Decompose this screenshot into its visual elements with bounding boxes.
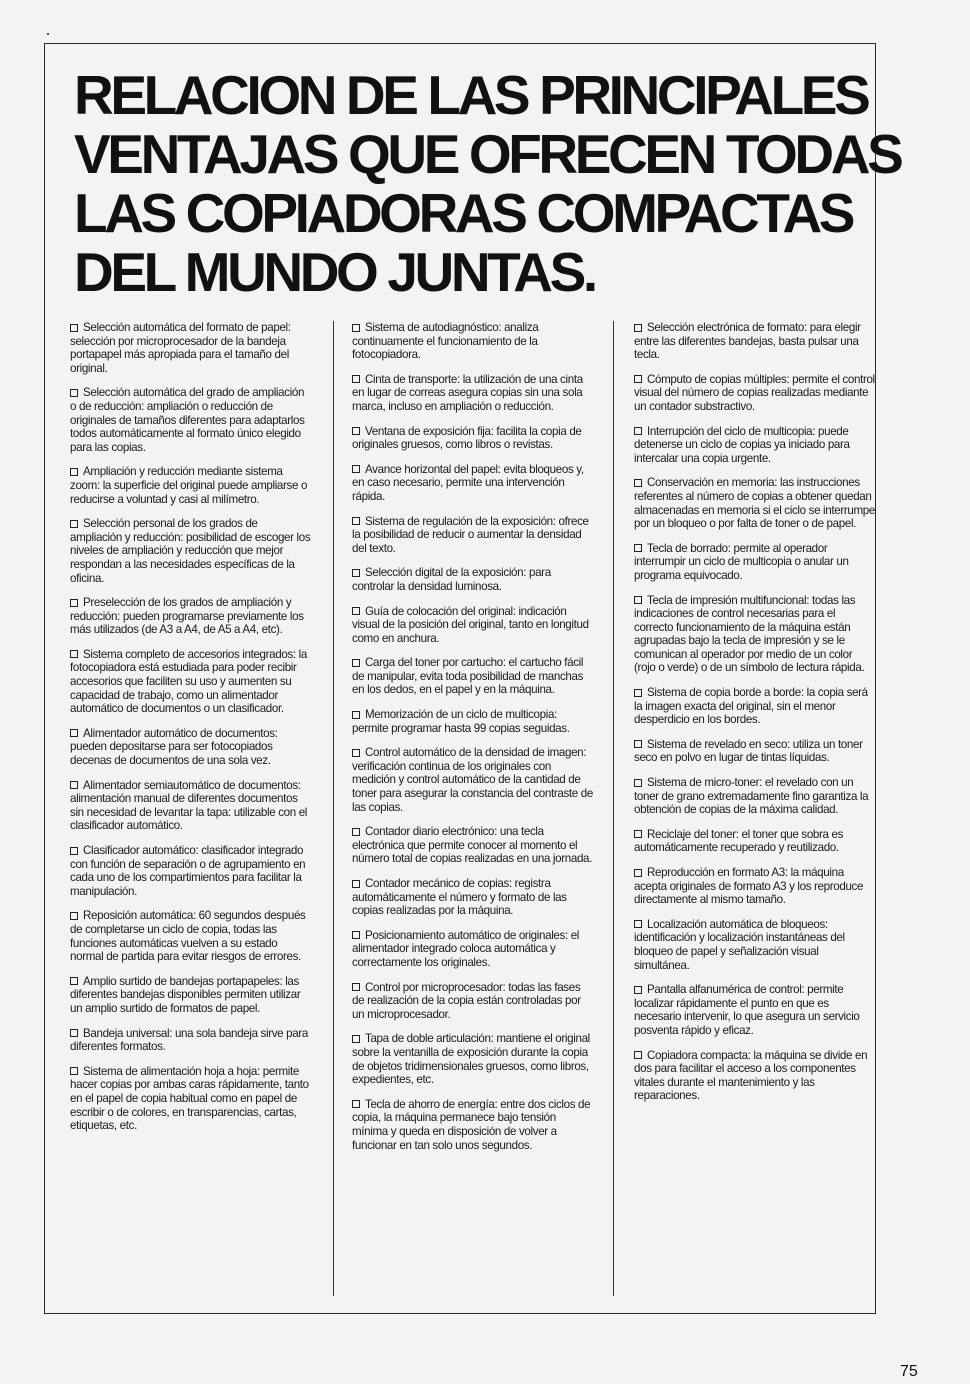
checkbox-square-icon	[70, 847, 78, 855]
scan-speck	[47, 33, 49, 35]
column-3	[634, 321, 876, 1114]
headline-line: DEL MUNDO JUNTAS.	[74, 241, 595, 303]
checkbox-square-icon	[352, 1100, 360, 1108]
feature-text: Reciclaje del toner: el toner que sobra es automáticamente recuperado y reutilizado.	[634, 827, 844, 855]
feature-text: Alimentador semiautomático de documentos: alimentación manual de diferentes documentos sin necesidad de levantar la tapa: utilizable con el clasificador automático.	[70, 778, 308, 833]
feature-item	[352, 566, 594, 593]
feature-text: Control automático de la densidad de imagen: verificación continua de los originales con medición y control automático de la cantidad de toner para asegurar la constancia del contraste de las copias.	[352, 746, 593, 814]
headline-line: VENTAJAS QUE OFRECEN TODAS	[74, 123, 901, 185]
feature-item	[352, 515, 594, 556]
checkbox-square-icon	[70, 1029, 78, 1037]
feature-item	[634, 542, 876, 583]
checkbox-square-icon	[634, 986, 642, 994]
feature-item	[352, 746, 594, 814]
checkbox-square-icon	[352, 828, 360, 836]
headline-line: RELACION DE LAS PRINCIPALES	[74, 64, 868, 126]
feature-item	[634, 425, 876, 466]
feature-text: Ampliación y reducción mediante sistema zoom: la superficie del original puede ampliarse o reducirse a voluntad y casi al milímetro.	[70, 465, 308, 506]
checkbox-square-icon	[352, 607, 360, 615]
checkbox-square-icon	[634, 779, 642, 787]
feature-item	[70, 844, 312, 898]
feature-text: Posicionamiento automático de originales: el alimentador integrado coloca automática y correctamente los originales.	[352, 928, 580, 969]
checkbox-square-icon	[70, 389, 78, 397]
checkbox-square-icon	[634, 1051, 642, 1059]
feature-item	[634, 594, 876, 676]
feature-text: Selección digital de la exposición: para controlar la densidad luminosa.	[352, 566, 551, 593]
checkbox-square-icon	[352, 983, 360, 991]
feature-item	[352, 1032, 594, 1086]
feature-item	[352, 708, 594, 735]
checkbox-square-icon	[352, 711, 360, 719]
feature-item	[634, 983, 876, 1037]
feature-item	[634, 1049, 876, 1103]
checkbox-square-icon	[70, 1067, 78, 1075]
feature-item	[352, 656, 594, 697]
feature-item	[70, 975, 312, 1016]
checkbox-square-icon	[352, 427, 360, 435]
checkbox-square-icon	[352, 569, 360, 577]
feature-text: Cómputo de copias múltiples: permite el control visual del número de copias realizadas mediante un contador substractivo.	[634, 372, 875, 413]
checkbox-square-icon	[352, 375, 360, 383]
feature-text: Sistema de revelado en seco: utiliza un toner seco en polvo en lugar de tintas líquidas.	[634, 737, 863, 765]
checkbox-square-icon	[352, 465, 360, 473]
feature-text: Tecla de borrado: permite al operador interrumpir un ciclo de multicopia o anular un programa equivocado.	[634, 541, 849, 582]
feature-item	[70, 465, 312, 506]
feature-text: Sistema de copia borde a borde: la copia será la imagen exacta del original, sin el menor desperdicio en los bordes.	[634, 686, 868, 727]
feature-item	[634, 686, 876, 727]
feature-item	[634, 828, 876, 855]
checkbox-square-icon	[634, 324, 642, 332]
feature-item	[634, 476, 876, 530]
feature-text: Sistema completo de accesorios integrados: la fotocopiadora está estudiada para poder recibir accesorios que faciliten su uso y aumenten su capacidad de trabajo, como un alimentador automático de documentos o un clasificador.	[70, 647, 307, 716]
checkbox-square-icon	[70, 729, 78, 737]
feature-item	[352, 373, 594, 414]
feature-text: Bandeja universal: una sola bandeja sirve para diferentes formatos.	[70, 1026, 308, 1054]
feature-text: Memorización de un ciclo de multicopia: permite programar hasta 99 copias seguidas.	[352, 708, 570, 735]
page-number: 75	[900, 1363, 918, 1380]
checkbox-square-icon	[634, 920, 642, 928]
checkbox-square-icon	[634, 427, 642, 435]
feature-item	[70, 321, 312, 375]
feature-text: Pantalla alfanumérica de control: permite localizar rápidamente el punto en que es necesario intervenir, lo que asegura un servicio posventa rápido y eficaz.	[634, 983, 860, 1037]
feature-item	[352, 877, 594, 918]
feature-item	[352, 981, 594, 1022]
checkbox-square-icon	[70, 324, 78, 332]
headline	[74, 64, 901, 303]
column-divider	[333, 321, 334, 1296]
checkbox-square-icon	[352, 880, 360, 888]
feature-text: Cinta de transporte: la utilización de una cinta en lugar de correas asegura copias sin una sola marca, incluso en ampliación o reducción.	[352, 372, 583, 413]
checkbox-square-icon	[352, 931, 360, 939]
column-divider	[613, 321, 614, 1296]
checkbox-square-icon	[70, 912, 78, 920]
feature-item	[70, 1027, 312, 1054]
checkbox-square-icon	[634, 740, 642, 748]
checkbox-square-icon	[634, 544, 642, 552]
feature-item	[634, 918, 876, 972]
feature-item	[352, 321, 594, 362]
feature-item	[70, 517, 312, 585]
checkbox-square-icon	[634, 479, 642, 487]
feature-text: Sistema de regulación de la exposición: ofrece la posibilidad de reducir o aumentar la densidad del texto.	[352, 514, 589, 555]
checkbox-square-icon	[352, 659, 360, 667]
checkbox-square-icon	[634, 869, 642, 877]
feature-item	[352, 825, 594, 866]
feature-text: Sistema de alimentación hoja a hoja: permite hacer copias por ambas caras rápidamente, tanto en el papel de copia habitual como en papel de escribir o de colores, en transparencias, cartas, etiquetas, etc.	[70, 1064, 309, 1133]
column-2	[352, 321, 594, 1163]
checkbox-square-icon	[634, 689, 642, 697]
checkbox-square-icon	[634, 596, 642, 604]
feature-item	[70, 727, 312, 768]
feature-text: Interrupción del ciclo de multicopia: puede detenerse un ciclo de copias ya iniciado para intercalar una copia urgente.	[634, 424, 850, 465]
feature-item	[70, 909, 312, 963]
feature-item	[634, 321, 876, 362]
feature-text: Guía de colocación del original: indicación visual de la posición del original, tanto en longitud como en anchura.	[352, 604, 589, 645]
feature-text: Preselección de los grados de ampliación y reducción: pueden programarse previamente los más utilizados (de A3 a A4, de A5 a A4, etc).	[70, 596, 304, 637]
checkbox-square-icon	[634, 830, 642, 838]
checkbox-square-icon	[634, 375, 642, 383]
checkbox-square-icon	[70, 520, 78, 528]
feature-item	[352, 1098, 594, 1152]
feature-item	[70, 596, 312, 637]
feature-item	[634, 776, 876, 817]
feature-text: Tecla de ahorro de energía: entre dos ciclos de copia, la máquina permanece bajo tensión mínima y queda en disposición de volver a funcionar en tan solo unos segundos.	[352, 1097, 591, 1152]
feature-text: Contador diario electrónico: una tecla electrónica que permite conocer al momento el número total de copias realizadas en una jornada.	[352, 825, 593, 866]
feature-text: Clasificador automático: clasificador integrado con función de separación o de agrupamiento en cada uno de los compartimientos para facilitar la manipulación.	[70, 844, 306, 898]
feature-item	[70, 1065, 312, 1133]
feature-text: Sistema de micro-toner: el revelado con un toner de grano extremadamente fino garantiza la obtención de copias de la máxima calidad.	[634, 776, 869, 817]
checkbox-square-icon	[352, 1035, 360, 1043]
feature-text: Ventana de exposición fija: facilita la copia de originales gruesos, como libros o revistas.	[352, 424, 582, 452]
checkbox-square-icon	[70, 468, 78, 476]
feature-text: Reposición automática: 60 segundos después de completarse un ciclo de copia, todas las funciones automáticas vuelven a su estado normal de partida para evitar riesgos de errores.	[70, 909, 306, 964]
feature-item	[352, 929, 594, 970]
checkbox-square-icon	[352, 324, 360, 332]
feature-text: Selección automática del formato de papel: selección por microprocesador de la bandeja portapapel más apropiada para el tamaño del original.	[70, 321, 291, 375]
feature-text: Conservación en memoria: las instrucciones referentes al número de copias a obtener quedan almacenadas en memoria si el ciclo se interrumpe por un bloqueo o por falta de toner o de papel.	[634, 476, 875, 531]
feature-text: Selección personal de los grados de ampliación y reducción: posibilidad de escoger los niveles de ampliación y reducción que mejor respondan a las necesidades específicas de la oficina.	[70, 517, 311, 585]
feature-text: Alimentador automático de documentos: pueden depositarse para ser fotocopiados decenas de documentos de una sola vez.	[70, 726, 278, 768]
feature-item	[634, 738, 876, 765]
checkbox-square-icon	[70, 977, 78, 985]
feature-item	[352, 605, 594, 646]
feature-item	[70, 779, 312, 833]
feature-item	[70, 648, 312, 716]
feature-text: Selección automática del grado de ampliación o de reducción: ampliación o reducción de originales de tamaños diferentes para adaptarlos todos automáticamente al formato único elegido para las copias.	[70, 386, 305, 454]
feature-item	[352, 425, 594, 452]
feature-text: Selección electrónica de formato: para elegir entre las diferentes bandejas, basta pulsar una tecla.	[634, 321, 861, 362]
checkbox-square-icon	[70, 599, 78, 607]
headline-line: LAS COPIADORAS COMPACTAS	[74, 182, 853, 244]
feature-item	[634, 866, 876, 907]
feature-text: Carga del toner por cartucho: el cartucho fácil de manipular, evita toda posibilidad de manchas en los dedos, en el papel y en la máquina.	[352, 656, 584, 697]
column-1	[70, 321, 312, 1144]
feature-text: Control por microprocesador: todas las fases de realización de la copia están controladas por un microprocesador.	[352, 980, 581, 1021]
feature-text: Amplio surtido de bandejas portapapeles: las diferentes bandejas disponibles permiten utilizar un amplio surtido de formatos de papel.	[70, 974, 301, 1015]
feature-text: Tapa de doble articulación: mantiene el original sobre la ventanilla de exposición durante la copia de objetos tridimensionales gruesos, como libros, expedientes, etc.	[352, 1032, 590, 1087]
feature-text: Copiadora compacta: la máquina se divide en dos para facilitar el acceso a los componentes vitales durante el mantenimiento y las reparaciones.	[634, 1048, 868, 1103]
feature-text: Tecla de impresión multifuncional: todas las indicaciones de control necesarias para el correcto funcionamiento de la máquina están agrupadas bajo la tecla de impresión y se le comunican al operador por medio de un color (rojo o verde) o de un símbolo de lectura rápida.	[634, 593, 865, 675]
feature-item	[352, 463, 594, 504]
checkbox-square-icon	[352, 517, 360, 525]
checkbox-square-icon	[352, 749, 360, 757]
checkbox-square-icon	[70, 650, 78, 658]
feature-text: Reproducción en formato A3: la máquina acepta originales de formato A3 y los reproduce directamente al mismo tamaño.	[634, 866, 864, 907]
feature-text: Localización automática de bloqueos: identificación y localización instantáneas del bloqueo de papel y señalización visual simultánea.	[634, 917, 845, 972]
feature-text: Sistema de autodiagnóstico: analiza continuamente el funcionamiento de la fotocopiadora.	[352, 321, 539, 362]
checkbox-square-icon	[70, 781, 78, 789]
feature-item	[634, 373, 876, 414]
feature-text: Contador mecánico de copias: registra automáticamente el número y formato de las copias realizadas por la máquina.	[352, 877, 567, 918]
feature-text: Avance horizontal del papel: evita bloqueos y, en caso necesario, permite una intervención rápida.	[352, 462, 584, 503]
feature-item	[70, 386, 312, 454]
